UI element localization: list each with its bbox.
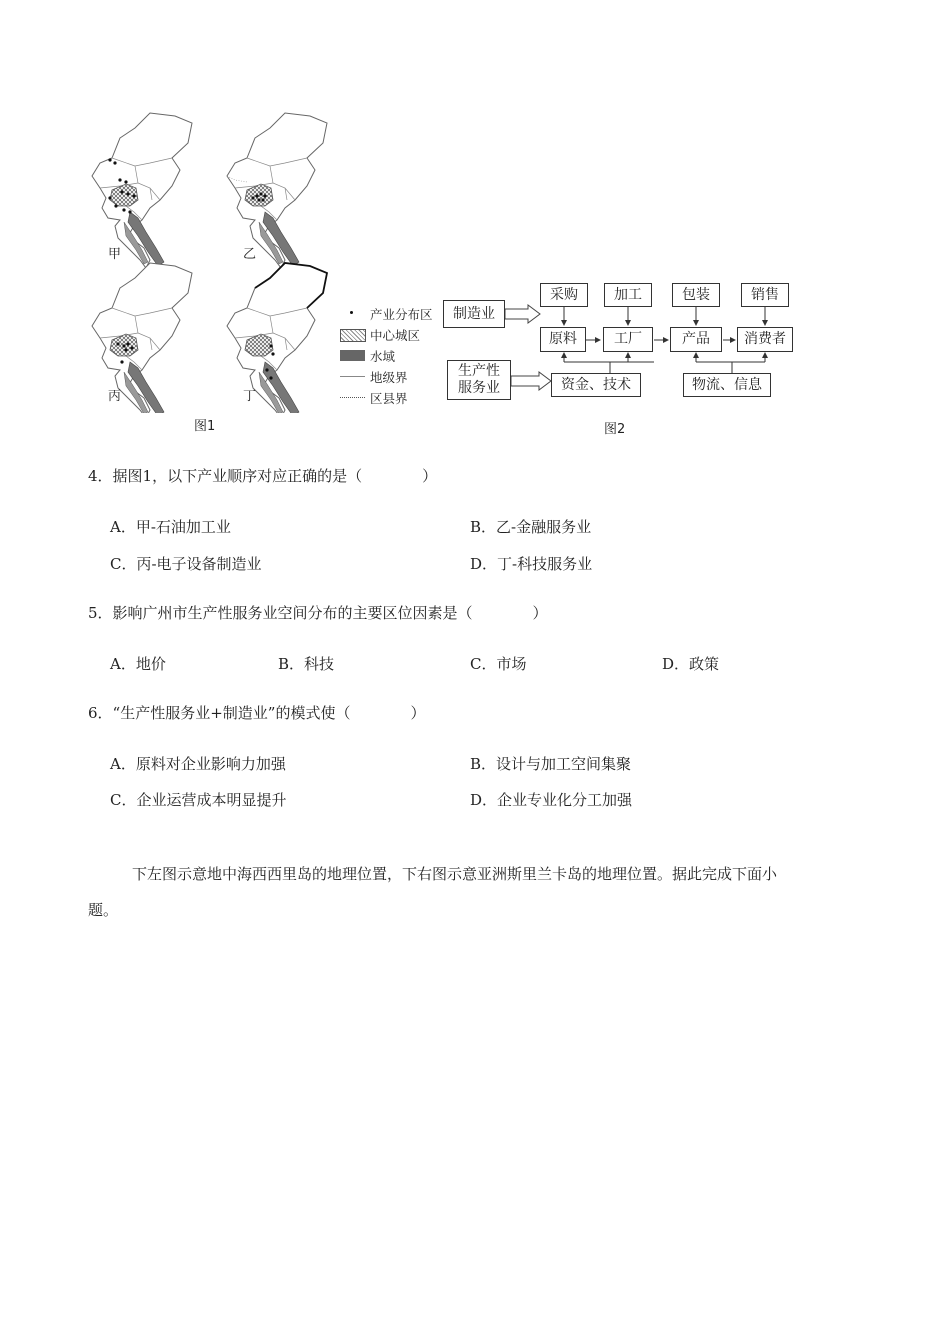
box-procurement: 采购: [540, 283, 588, 307]
map-label-jia: 甲: [108, 247, 122, 262]
box-sales: 销售: [741, 283, 789, 307]
q6-option-c[interactable]: C．企业运营成本明显提升: [110, 791, 287, 809]
legend-text-county: 区县界: [370, 391, 408, 406]
q5-option-b[interactable]: B．科技: [278, 655, 335, 673]
map-label-bing: 丙: [108, 389, 122, 404]
q4-option-b[interactable]: B．乙-金融服务业: [470, 518, 592, 536]
q5-option-d[interactable]: D．政策: [662, 655, 720, 673]
dot-icon: [350, 311, 353, 314]
map-label-yi: 乙: [243, 247, 257, 262]
box-processing: 加工: [604, 283, 652, 307]
q4-option-c[interactable]: C．丙-电子设备制造业: [110, 555, 262, 573]
intro-line1: 下左图示意地中海西西里岛的地理位置，下右图示意亚洲斯里兰卡岛的地理位置。据此完成下面小: [132, 865, 778, 883]
q6-option-a[interactable]: A．原料对企业影响力加强: [110, 755, 286, 773]
box-factory: 工厂: [603, 327, 653, 352]
map-ding: [227, 263, 327, 413]
q5-option-c[interactable]: C．市场: [470, 655, 527, 673]
legend-text-center: 中心城区: [370, 328, 421, 343]
legend-text-water: 水域: [370, 349, 396, 364]
box-packaging: 包装: [672, 283, 720, 307]
box-raw-material: 原料: [540, 327, 586, 352]
box-manufacturing: 制造业: [443, 300, 505, 328]
q5-option-a[interactable]: A．地价: [110, 655, 166, 673]
map-label-ding: 丁: [243, 389, 257, 404]
legend-text-industry: 产业分布区: [370, 307, 433, 322]
service-line1: 生产性: [458, 363, 500, 379]
intro-line2: 题。: [88, 901, 119, 919]
figure1-caption: 图1: [194, 419, 216, 434]
map-yi: [227, 113, 327, 268]
box-consumer: 消费者: [737, 327, 793, 352]
q4-option-a[interactable]: A．甲-石油加工业: [110, 518, 231, 536]
legend-text-prefecture: 地级界: [370, 370, 408, 385]
solid-line-icon: [340, 376, 365, 377]
q4-stem: 4．据图1，以下产业顺序对应正确的是（ ）: [88, 467, 438, 485]
map-bing: [92, 263, 192, 413]
hatch-icon: [340, 329, 366, 342]
box-logistics-info: 物流、信息: [683, 373, 771, 397]
q5-stem: 5．影响广州市生产性服务业空间分布的主要区位因素是（ ）: [88, 604, 548, 622]
intro-paragraph: [88, 856, 868, 928]
water-icon: [340, 350, 365, 361]
dotted-line-icon: [340, 397, 365, 398]
service-line2: 服务业: [458, 380, 500, 396]
map-jia: [92, 113, 192, 268]
q6-stem: 6．“生产性服务业+制造业”的模式使（ ）: [88, 704, 426, 722]
q6-option-d[interactable]: D．企业专业化分工加强: [470, 791, 633, 809]
figure2-caption: 图2: [604, 422, 626, 437]
figure1-legend: [340, 305, 450, 405]
q4-option-d[interactable]: D．丁-科技服务业: [470, 555, 593, 573]
box-funds-tech: 资金、技术: [551, 373, 641, 397]
q6-option-b[interactable]: B．设计与加工空间集聚: [470, 755, 632, 773]
box-producer-service: [447, 360, 511, 400]
box-product: 产品: [670, 327, 722, 352]
